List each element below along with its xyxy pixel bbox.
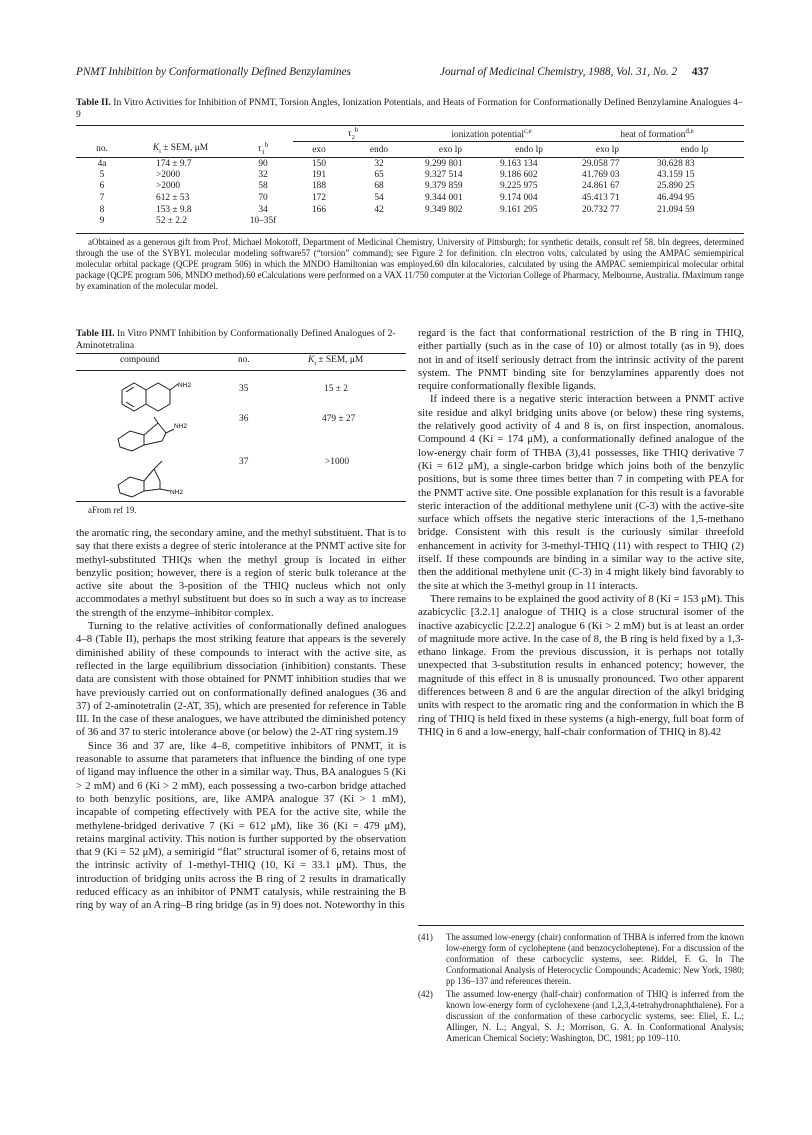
table2-cell: 9: [99, 216, 105, 227]
table2-cell: 68: [374, 181, 384, 192]
table2-cell: 172: [311, 193, 327, 204]
table3-ki: >1000: [325, 457, 350, 467]
compound-36-structure-icon: [110, 411, 210, 457]
table2-top-rule: [76, 125, 744, 126]
reference-number: (41): [418, 932, 433, 942]
table2-cell: 9.349 802: [425, 204, 463, 215]
table3-row: [76, 455, 406, 501]
running-header-title: PNMT Inhibition by Conformationally Defined Benzylamines: [76, 66, 351, 78]
table2-header-ip-exo: exo lp: [438, 144, 463, 155]
table2-cell: 32: [258, 169, 268, 180]
paragraph: the aromatic ring, the secondary amine, and the methyl substituent. That is to say that there exists a degree of steric intolerance at the PNMT active site for methyl-substituted THIQs when the methyl group is located in either benzylic position; however, there is a region of steric bulk tolerance at the active site about the 3-position of the THIQ nucleus which not only accommodates a methyl substituent but does so in such a way as to increase the strength of the enzyme–inhibitor complex.: [76, 527, 406, 619]
table2-cell: 9.327 514: [425, 169, 463, 180]
journal-citation: Journal of Medicinal Chemistry, 1988, Vol. 31, No. 2: [440, 66, 678, 78]
table2-cell: 166: [311, 204, 327, 215]
table2-row: [76, 181, 744, 193]
table2-cell: 90: [258, 158, 268, 169]
compound-35-nh2-label: NH2: [178, 382, 192, 389]
table2-cell: [293, 215, 345, 227]
table2-row: [76, 192, 744, 204]
table2-cell: 65: [374, 169, 384, 180]
table2-group-heat: heat of formation$^{d,e}$: [570, 127, 744, 142]
table2-cell: 21.094 59: [657, 204, 695, 215]
table2-header-exo: exo: [312, 144, 326, 155]
reference-text: The assumed low-energy (chair) conformation of THBA is inferred from the known low-energy form of cycloheptene (and benzocycloheptene). For a discussion of the conformation of these carbocyclic systems, see: Riddel, F. G. In The Conformational Analysis of Heterocyclic Compounds; Academic: New York, 1980; pp 136–137 and references therein.: [446, 932, 744, 986]
table2-cell: 43.159 15: [657, 169, 695, 180]
table2-header-row: [76, 142, 744, 158]
table2-cell: 32: [374, 158, 384, 169]
table2-cell: 150: [311, 158, 327, 169]
table2-cell: 30.628 83: [657, 158, 695, 169]
table3-no: 35: [239, 384, 249, 394]
paragraph: Since 36 and 37 are, like 4–8, competitive inhibitors of PNMT, it is reasonable to assume that parameters that influence the binding of one type of ligand may influence the other in a similar way. Thus, BA analogues 5 (Ki > 2 mM) and 6 (Ki > 2 mM), each possessing a two-carbon bridge attached to both benzylic positions, are, like AMPA analogue 37 (Ki > 1 mM), incapable of competing effectively with PEA for the active site, while the methylene-bridged derivative 7 (Ki = 612 μM), like 36 (Ki = 479 μM), retains marginal activity. This notion is further supported by the observation that 9 (Ki = 52 μM), a semirigid “flat” structural isomer of 6, retains most of the intrinsic activity of 1-methyl-THIQ (10, Ki = 33.1 μM). Thus, the introduction of bridging units across the B ring of 2 results in dramatically reduced efficacy as an inhibitor of PNMT catalysis, while restraining the B ring by way of an A ring–B ring bridge (as in 9) does not. Noteworthy in this: [76, 739, 406, 912]
table2-row: [76, 204, 744, 216]
paragraph: If indeed there is a negative steric interaction between a PNMT active site residue and alkyl bridging units above (or below) these ring systems, the relatively good activity of 4 and 8 is, on first inspection, anomalous. Compound 4 (Ki = 174 μM), a conformationally defined analogue of the low-energy chair form of THBA (3),41 possesses, like THIQ derivative 7 (Ki = 612 μM), a single-carbon bridge which joins both of the benzylic positions, but is some three times better than 7 in competing with PEA for the PNMT active site. One possible explanation for this result is a favorable steric interaction of the additional methylene unit (C-3) with the active-site surface which offsets the negative steric interactions of the 1,5-methano bridge. Consistent with this result is the curiously similar threefold enhancement in activity for 3-methyl-THIQ (11) with respect to THIQ (2) itself. If these compounds are binding in a similar way to the active site, then the additional methylene unit (C-3) in 4 might likely bind favorably to the site at which the 3-methyl group in 11 interacts.: [418, 393, 744, 592]
table2-caption-label: Table II.: [76, 97, 111, 108]
table2-cell: 52 ± 2.2: [156, 216, 187, 227]
table2-footnote: aObtained as a generous gift from Prof. Michael Mokotoff, Department of Medicinal Chemistry, University of Pittsburgh; for synthetic details, consult ref 58. bIn degrees, determined through the use of the SYBYL molecular modeling software57 (“torsion” command); see Figure 2 for definition. cIn electron volts, calculated by using the AMPAC semiempirical molecular orbital package (QCPE program 506) in which the MNDO Hamiltonian was employed.60 dIn kilocalories, calculated by using the AMPAC semiempirical molecular orbital package (QCPE program 506, MNDO method).60 eCalculations were performed on a VAX 11/750 computer at the Victorian College of Pharmacy, Melbourne, Australia. fMaximum range by examination of the molecular model.: [76, 237, 744, 291]
table2-cell: 9.299 801: [425, 158, 463, 169]
table2-header-no: no.: [96, 144, 108, 155]
table2-cell: 8: [99, 204, 105, 215]
table2-cell: 9.161 295: [500, 204, 538, 215]
table2-cell: [413, 215, 488, 227]
table3-ki: 479 ± 27: [322, 414, 356, 424]
table3-no: 37: [239, 457, 249, 467]
table2-caption-text: In Vitro Activities for Inhibition of PNMT, Torsion Angles, Ionization Potentials, and Heats of Formation for Conformationally Defined Benzylamine Analogues 4–9: [76, 97, 743, 120]
table2-header-hf-endo: endo lp: [680, 144, 709, 155]
table2-cell: [488, 215, 570, 227]
table3-no: 36: [239, 414, 249, 424]
table2-header-endo: endo: [369, 144, 389, 155]
table2-bottom-rule: [76, 233, 744, 234]
table2-row: [76, 169, 744, 181]
table2-cell: 191: [311, 169, 327, 180]
left-column-text: [76, 527, 406, 913]
reference-number: (42): [418, 989, 433, 999]
running-header-journal: [440, 66, 709, 78]
reference-item: [418, 989, 744, 1044]
reference-item: [418, 932, 744, 987]
table2-group-ionization: ionization potential$^{c,e}$: [413, 127, 570, 142]
references-rule: [418, 925, 744, 926]
table2-header-ip-endo: endo lp: [515, 144, 543, 155]
table2-body: [76, 158, 744, 228]
table3-caption-label: Table III.: [76, 328, 115, 339]
page-number: 437: [691, 66, 709, 78]
table2-cell: 9.225 975: [500, 181, 538, 192]
table2-cell: [645, 215, 744, 227]
paragraph: regard is the fact that conformational restriction of the B ring in THIQ, either partially (such as in the case of 10) or almost totally (as in 9), does not in and of itself seriously detract from the intrinsic activity of the parent system. The PNMT binding site for benzylamines apparently does not require conformationally flexible ligands.: [418, 327, 744, 393]
table2-header-hf-exo: exo lp: [595, 144, 620, 155]
paragraph: There remains to be explained the good activity of 8 (Ki = 153 μM). This azabicyclic [3.2.1] analogue of THIQ is a close structural isomer of the inactive azabicyclic [2.2.2] analogue 6 (Ki > 2 mM) but is at least an order of magnitude more active. In the case of 8, the B ring is held fixed by a 1,3-ethano linkage. From the previous discussion, it is perhaps not totally unexpected that 3-substitution results in enhanced potency; however, the magnitude of this effect in 8 is unusually pronounced. Two other apparent differences between 8 and 6 are the angular direction of the alkyl bridging units with respect to the aromatic ring and the conformation in which the B ring of THIQ is held fixed in these systems (a high-energy, full boat form of THIQ in 6 and a low-energy, half-chair conformation of THIQ in 8).42: [418, 592, 744, 738]
table2-cell: 5: [99, 169, 105, 180]
table2-cell: [345, 215, 413, 227]
table2-cell: >2000: [156, 181, 181, 192]
table2-cell: 58: [258, 181, 268, 192]
table2-cell: 612 ± 53: [156, 193, 190, 204]
table3-header-rule: [76, 370, 406, 371]
table2-cell: 9.163 134: [500, 158, 538, 169]
table2-cell: [570, 215, 645, 227]
table2: [76, 127, 744, 227]
table3-ki: 15 ± 2: [324, 384, 348, 394]
table3-header-no: no.: [238, 355, 250, 365]
compound-37-structure-icon: [110, 455, 210, 501]
table2-row: [76, 215, 744, 227]
table2-cell: 153 ± 9.8: [156, 204, 192, 215]
table2-cell: 29.058 77: [582, 158, 620, 169]
table2-cell: 45.413 71: [582, 193, 620, 204]
table3-header-ki: $K_i$ ± SEM, μM: [308, 355, 364, 367]
table2-cell: 41.769 03: [582, 169, 620, 180]
table2-cell: 4a: [97, 158, 107, 169]
table2-cell: 25.890 25: [657, 181, 695, 192]
table2-cell: 9.379 859: [425, 181, 463, 192]
references-list: [418, 932, 744, 1046]
table2-cell: >2000: [156, 169, 181, 180]
table2-cell: 54: [374, 193, 384, 204]
table2-cell: 188: [311, 181, 327, 192]
table2-header-tau1: $\tau_1^b$: [257, 142, 269, 157]
compound-36-nh2-label: NH2: [174, 423, 188, 430]
table3-caption-text: In Vitro PNMT Inhibition by Conformationally Defined Analogues of 2-Aminotetralina: [76, 328, 396, 351]
table2-cell: 174 ± 9.7: [156, 158, 192, 169]
paragraph: Turning to the relative activities of conformationally defined analogues 4–8 (Table II), perhaps the most striking feature that appears is the severely diminished ability of these compounds to interact with the active site, as reflected in the large equilibrium dissociation (inhibition) constants. These data are consistent with those obtained for PNMT inhibition studies that we have previously carried out on conformationally defined analogues (36 and 37) of 2-aminotetralin (2-AT, 35), which are presented for reference in Table III. In the case of these analogues, we have attributed the diminished potency of 36 and 37 to steric intolerance above (or below) the 2-AT ring system.19: [76, 620, 407, 739]
table2-cell: 46.494 95: [657, 193, 695, 204]
table2-caption: [76, 97, 744, 120]
table2-cell: 7: [99, 193, 105, 204]
table3-bottom-rule: [76, 501, 406, 502]
table3-caption: [76, 328, 406, 351]
right-column-text: [418, 327, 744, 739]
table2-cell: 10–35f: [249, 216, 277, 227]
table2-group-tau2: $\tau_2^b$: [293, 127, 413, 142]
table3-top-rule: [76, 353, 406, 354]
table2-cell: 9.186 602: [500, 169, 538, 180]
table2-cell: 34: [258, 204, 268, 215]
table2-cell: 6: [99, 181, 105, 192]
table3-row: [76, 411, 406, 457]
table2-cell: 24.861 67: [582, 181, 620, 192]
compound-37-nh2-label: NH2: [170, 489, 184, 496]
table2-row: [76, 158, 744, 170]
table2-cell: 9.344 001: [425, 193, 463, 204]
reference-text: The assumed low-energy (half-chair) conformation of THIQ is inferred from the known low-energy form of cyclohexene (and 1,2,3,4-tetrahydronaphthalene). For a discussion of the conformation of these carbocyclic systems, see: Eliel, E. L.; Allinger, N. L.; Angyal, S. J.; Morrison, G. A. In Conformational Analysis; American Chemical Society: Washington, DC, 1981; pp 109–110.: [446, 989, 744, 1043]
table2-cell: 42: [374, 204, 384, 215]
table3-header-compound: compound: [120, 355, 160, 365]
table3-footnote: aFrom ref 19.: [88, 505, 137, 515]
table2-cell: 70: [258, 193, 268, 204]
table2-header-ki: $K_i$ ± SEM, μM: [152, 143, 209, 156]
table3-header-row: [76, 355, 406, 369]
table2-cell: 20.732 77: [582, 204, 620, 215]
table2-cell: 9.174 004: [500, 193, 538, 204]
